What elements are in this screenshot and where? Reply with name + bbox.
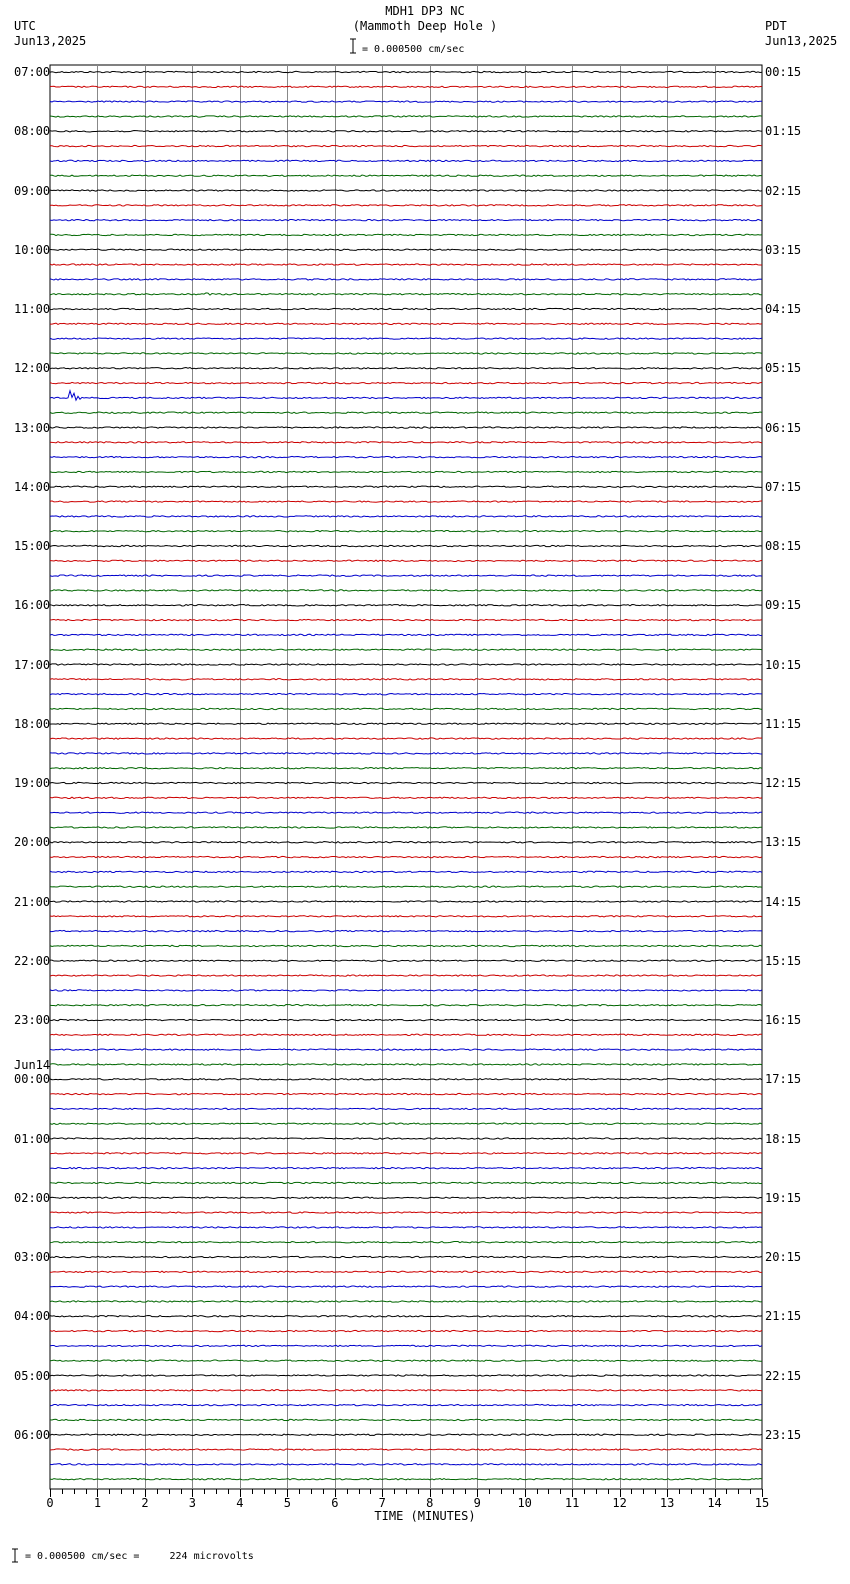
trace-84 [50, 1316, 762, 1317]
left-hour-label: 15:00 [14, 539, 51, 553]
x-tick-label: 7 [378, 1496, 386, 1510]
right-hour-label: 23:15 [765, 1427, 802, 1442]
trace-29 [50, 501, 762, 502]
trace-35 [50, 590, 762, 591]
right-hour-label: 09:15 [765, 598, 802, 613]
x-axis-ticks [51, 1489, 763, 1497]
site-title: (Mammoth Deep Hole ) [352, 19, 498, 33]
seismic-traces [50, 71, 762, 1480]
trace-19 [50, 353, 762, 354]
trace-86 [50, 1345, 762, 1346]
trace-44 [50, 723, 762, 724]
trace-30 [50, 516, 762, 517]
right-hour-label: 06:15 [765, 420, 802, 435]
trace-6 [50, 160, 762, 161]
trace-50 [50, 812, 762, 813]
trace-1 [50, 86, 762, 87]
trace-88 [50, 1375, 762, 1376]
left-hour-label: 06:00 [14, 1427, 51, 1442]
x-tick-label: 4 [236, 1496, 244, 1510]
left-hour-label: 08:00 [14, 124, 51, 139]
trace-89 [50, 1390, 762, 1391]
trace-73 [50, 1153, 762, 1154]
right-hour-label: 07:15 [765, 479, 802, 494]
trace-64 [50, 1019, 762, 1020]
trace-78 [50, 1227, 762, 1228]
trace-42 [50, 693, 762, 694]
trace-85 [50, 1330, 762, 1331]
left-hour-label: 19:00 [14, 776, 51, 790]
left-hour-label: 03:00 [14, 1250, 51, 1264]
trace-60 [50, 960, 762, 961]
trace-22 [50, 391, 762, 400]
x-tick-label: 3 [188, 1496, 197, 1510]
trace-53 [50, 856, 762, 857]
right-hour-label: 11:15 [765, 716, 802, 731]
left-hour-label: 18:00 [14, 716, 51, 731]
x-tick-label: 8 [426, 1496, 434, 1510]
trace-13 [50, 264, 762, 265]
right-hour-label: 03:15 [765, 242, 802, 257]
trace-52 [50, 842, 762, 843]
trace-47 [50, 767, 762, 768]
trace-16 [50, 308, 762, 309]
trace-27 [50, 471, 762, 472]
trace-37 [50, 619, 762, 620]
trace-8 [50, 190, 762, 191]
left-hour-label: 00:00 [14, 1072, 51, 1087]
trace-71 [50, 1123, 762, 1124]
trace-23 [50, 412, 762, 413]
x-tick-label: 13 [659, 1496, 675, 1510]
trace-28 [50, 486, 762, 487]
trace-48 [50, 782, 762, 783]
trace-18 [50, 338, 762, 339]
trace-15 [50, 293, 762, 295]
left-hour-label: 17:00 [14, 657, 51, 672]
x-axis-label: TIME (MINUTES) [374, 1509, 476, 1523]
trace-65 [50, 1034, 762, 1035]
x-tick-label: 9 [473, 1496, 481, 1510]
trace-12 [50, 249, 762, 250]
trace-55 [50, 886, 762, 887]
trace-34 [50, 575, 762, 576]
x-tick-label: 12 [612, 1496, 627, 1510]
trace-58 [50, 930, 762, 931]
trace-45 [50, 738, 762, 739]
trace-57 [50, 916, 762, 917]
x-tick-label: 15 [754, 1496, 770, 1510]
trace-11 [50, 234, 762, 235]
trace-79 [50, 1241, 762, 1242]
trace-4 [50, 131, 762, 132]
right-hour-label: 19:15 [765, 1190, 802, 1205]
left-hour-label: 09:00 [14, 183, 51, 198]
trace-62 [50, 990, 762, 991]
trace-72 [50, 1138, 762, 1139]
trace-68 [50, 1079, 762, 1080]
left-hour-label: 11:00 [14, 302, 51, 316]
trace-61 [50, 975, 762, 976]
left-hour-label: 16:00 [14, 598, 51, 613]
trace-10 [50, 219, 762, 220]
left-hour-label: 07:00 [14, 65, 51, 79]
trace-49 [50, 797, 762, 798]
right-hour-label: 13:15 [765, 835, 802, 850]
trace-63 [50, 1004, 762, 1005]
trace-33 [50, 560, 762, 561]
trace-66 [50, 1049, 762, 1050]
left-hour-label: 04:00 [14, 1309, 51, 1324]
trace-2 [50, 101, 762, 102]
trace-67 [50, 1064, 762, 1065]
right-hour-label: 02:15 [765, 183, 802, 198]
trace-77 [50, 1212, 762, 1213]
trace-9 [50, 205, 762, 206]
trace-25 [50, 442, 762, 443]
left-hour-label: 23:00 [14, 1013, 51, 1027]
right-date: Jun13,2025 [765, 34, 838, 48]
right-hour-label: 10:15 [765, 657, 802, 672]
right-hour-label: 04:15 [765, 302, 802, 316]
x-tick-label: 1 [93, 1496, 102, 1510]
right-hour-label: 08:15 [765, 539, 802, 553]
date-change-label: Jun14 [14, 1058, 51, 1073]
right-hour-label: 00:15 [765, 65, 802, 79]
right-hour-label: 05:15 [765, 361, 802, 376]
x-tick-label: 10 [517, 1496, 532, 1510]
left-timezone: UTC [14, 19, 36, 33]
trace-51 [50, 827, 762, 828]
left-hour-label: 10:00 [14, 242, 51, 257]
right-hour-label: 22:15 [765, 1368, 802, 1383]
x-tick-label: 5 [283, 1496, 291, 1510]
right-hour-label: 14:15 [765, 894, 802, 909]
left-hour-label: 12:00 [14, 361, 51, 376]
left-hour-label: 22:00 [14, 953, 51, 968]
left-hour-label: 13:00 [14, 420, 51, 435]
trace-31 [50, 531, 762, 532]
x-tick-label: 11 [564, 1496, 580, 1510]
trace-70 [50, 1108, 762, 1109]
trace-59 [50, 945, 762, 946]
trace-82 [50, 1286, 762, 1287]
x-tick-label: 6 [331, 1496, 339, 1510]
trace-83 [50, 1301, 762, 1302]
trace-17 [50, 323, 762, 324]
right-hour-label: 16:15 [765, 1013, 802, 1027]
trace-26 [50, 456, 762, 457]
trace-75 [50, 1182, 762, 1183]
footer-scale-label: = 0.000500 cm/sec = 224 microvolts [25, 1551, 254, 1562]
trace-32 [50, 545, 762, 546]
x-tick-label: 2 [141, 1496, 149, 1510]
trace-92 [50, 1434, 762, 1435]
trace-24 [50, 427, 762, 428]
trace-38 [50, 634, 762, 635]
trace-54 [50, 871, 762, 872]
trace-80 [50, 1256, 762, 1257]
trace-56 [50, 901, 762, 902]
left-hour-label: 21:00 [14, 894, 51, 909]
trace-0 [50, 71, 762, 72]
trace-40 [50, 664, 762, 665]
trace-69 [50, 1093, 762, 1094]
trace-14 [50, 279, 762, 280]
x-tick-label: 14 [707, 1496, 722, 1510]
scale-label: = 0.000500 cm/sec [362, 44, 465, 55]
trace-46 [50, 753, 762, 754]
left-hour-label: 20:00 [14, 835, 51, 850]
trace-39 [50, 649, 762, 650]
right-hour-label: 01:15 [765, 124, 802, 139]
trace-7 [50, 175, 762, 176]
right-hour-label: 17:15 [765, 1072, 802, 1087]
trace-90 [50, 1404, 762, 1405]
left-hour-label: 01:00 [14, 1131, 51, 1146]
trace-87 [50, 1360, 762, 1361]
trace-76 [50, 1197, 762, 1198]
right-hour-label: 15:15 [765, 953, 802, 968]
right-hour-label: 18:15 [765, 1131, 802, 1146]
trace-93 [50, 1449, 762, 1450]
left-hour-label: 14:00 [14, 479, 51, 494]
x-tick-label: 0 [46, 1496, 54, 1510]
trace-5 [50, 145, 762, 146]
trace-36 [50, 605, 762, 606]
right-hour-label: 20:15 [765, 1250, 802, 1264]
right-hour-label: 12:15 [765, 776, 802, 790]
station-title: MDH1 DP3 NC [385, 4, 465, 18]
trace-43 [50, 708, 762, 709]
left-date: Jun13,2025 [14, 34, 87, 48]
left-hour-label: 02:00 [14, 1190, 51, 1205]
trace-3 [50, 116, 762, 117]
trace-21 [50, 382, 762, 383]
trace-20 [50, 368, 762, 369]
trace-81 [50, 1271, 762, 1272]
trace-91 [50, 1419, 762, 1420]
trace-41 [50, 679, 762, 680]
trace-74 [50, 1167, 762, 1168]
trace-94 [50, 1464, 762, 1465]
right-timezone: PDT [765, 19, 787, 33]
right-hour-label: 21:15 [765, 1309, 802, 1324]
left-hour-label: 05:00 [14, 1368, 51, 1383]
trace-95 [50, 1478, 762, 1479]
